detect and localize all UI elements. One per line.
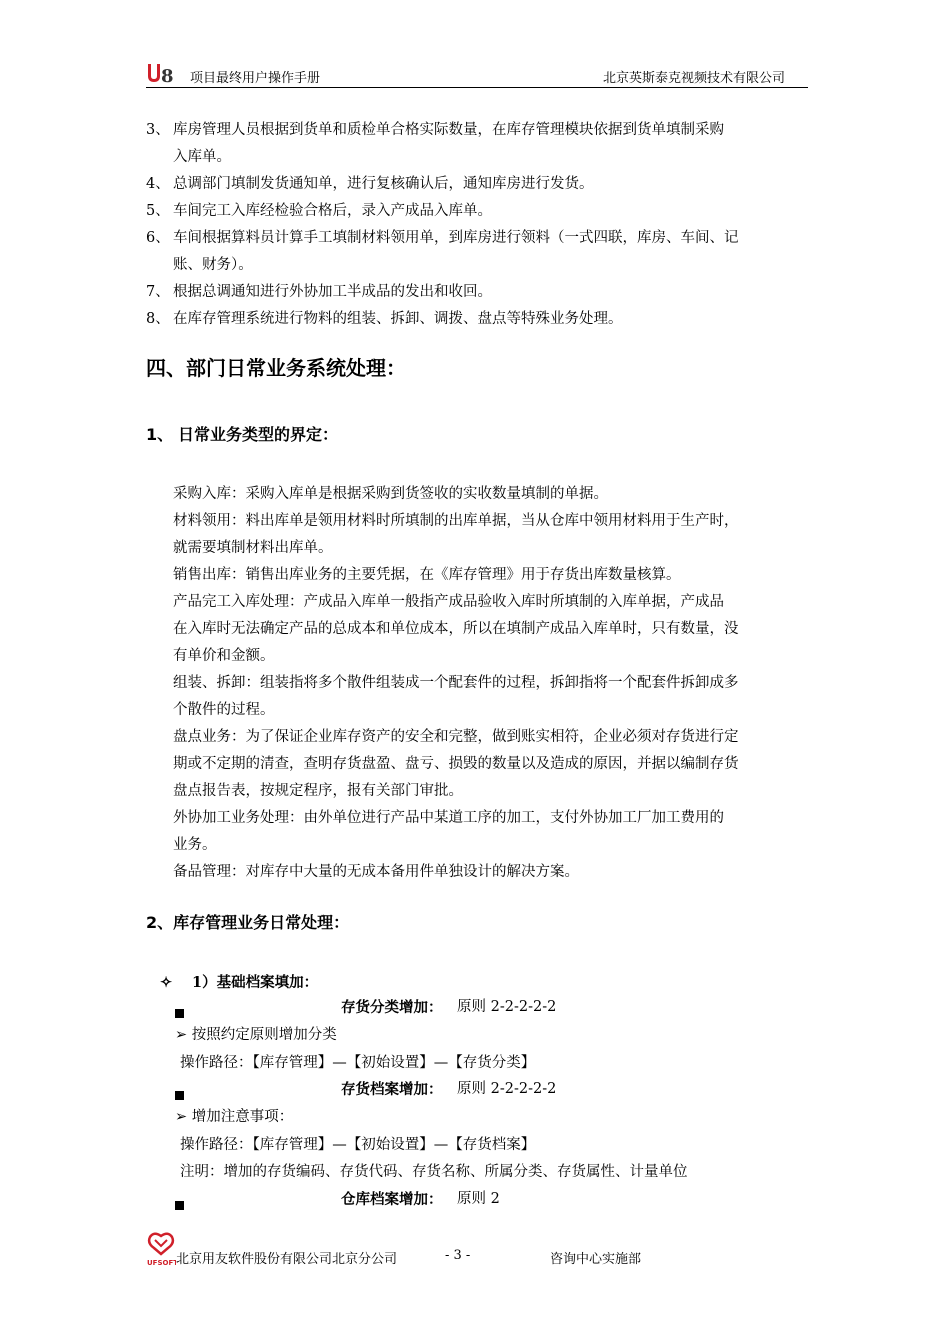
note-line: 注明：增加的存货编码、存货代码、存货名称、所属分类、存货属性、计量单位: [180, 1164, 688, 1180]
item-rule: 原则 2-2-2-2-2: [457, 1081, 557, 1097]
definition-line: 有单价和金额。: [173, 648, 275, 664]
arrow-note: ➢ 增加注意事项：: [175, 1109, 294, 1125]
us-logo: [146, 62, 176, 86]
definition-line: 采购入库：采购入库单是根据采购到货签收的实收数量填制的单据。: [173, 486, 608, 502]
header-left-title: 项目最终用户操作手册: [190, 71, 321, 86]
item-label: 存货分类增加：: [341, 999, 443, 1016]
item-rule: 原则 2-2-2-2-2: [457, 999, 557, 1015]
footer-page-number: - 3 -: [445, 1248, 471, 1263]
header-divider: [146, 87, 808, 88]
item-label: 存货档案增加：: [341, 1081, 443, 1098]
item-rule: 原则 2: [457, 1191, 500, 1207]
definition-line: 在入库时无法确定产品的总成本和单位成本，所以在填制产成品入库单时，只有数量，没: [173, 621, 739, 637]
diamond-bullet-icon: ✧: [160, 974, 173, 991]
section-heading: 四、部门日常业务系统处理：: [146, 356, 406, 380]
definition-line: 组装、拆卸：组装指将多个散件组装成一个配套件的过程，拆卸指将一个配套件拆卸成多: [173, 675, 739, 691]
square-bullet-icon: [175, 1195, 184, 1214]
arrow-note: ➢ 按照约定原则增加分类: [175, 1027, 337, 1043]
definition-line: 业务。: [173, 837, 217, 853]
definition-line: 备品管理：对库存中大量的无成本备用件单独设计的解决方案。: [173, 864, 579, 880]
footer-department: 咨询中心实施部: [550, 1252, 642, 1267]
subsection-number: 1、: [146, 425, 174, 444]
header-right-title: 北京英斯泰克视频技术有限公司: [603, 71, 786, 86]
definition-line: 就需要填制材料出库单。: [173, 540, 333, 556]
definition-line: 盘点报告表，按规定程序，报有关部门审批。: [173, 783, 463, 799]
definition-line: 销售出库：销售出库业务的主要凭据，在《库存管理》用于存货出库数量核算。: [173, 567, 681, 583]
ufsoft-logo: [146, 1232, 176, 1268]
square-bullet-icon: [175, 1085, 184, 1104]
list-item-cont: 入库单。: [173, 149, 231, 165]
svg-text:8: 8: [161, 66, 174, 86]
definition-line: 盘点业务：为了保证企业库存资产的安全和完整，做到账实相符，企业必须对存货进行定: [173, 729, 739, 745]
list-item-cont: 账、财务）。: [173, 257, 253, 273]
footer-company: 北京用友软件股份有限公司北京分公司: [176, 1252, 398, 1267]
basic-archive-title: 1）基础档案填加：: [192, 974, 319, 991]
square-bullet-icon: [175, 1003, 184, 1022]
operation-path: 操作路径：【库存管理】—【初始设置】—【存货分类】: [180, 1055, 536, 1071]
subsection-title: 2、库存管理业务日常处理：: [146, 913, 350, 932]
svg-text:UFSOFT: UFSOFT: [147, 1259, 176, 1267]
operation-path: 操作路径：【库存管理】—【初始设置】—【存货档案】: [180, 1137, 536, 1153]
definition-line: 期或不定期的清查，查明存货盘盈、盘亏、损毁的数量以及造成的原因，并据以编制存货: [173, 756, 739, 772]
subsection-title: 日常业务类型的界定：: [178, 425, 339, 444]
item-label: 仓库档案增加：: [341, 1191, 443, 1208]
definition-line: 个散件的过程。: [173, 702, 275, 718]
definition-line: 材料领用：料出库单是领用材料时所填制的出库单据，当从仓库中领用材料用于生产时，: [173, 513, 739, 529]
definition-line: 产品完工入库处理：产成品入库单一般指产成品验收入库时所填制的入库单据，产成品: [173, 594, 724, 610]
definition-line: 外协加工业务处理：由外单位进行产品中某道工序的加工，支付外协加工厂加工费用的: [173, 810, 724, 826]
